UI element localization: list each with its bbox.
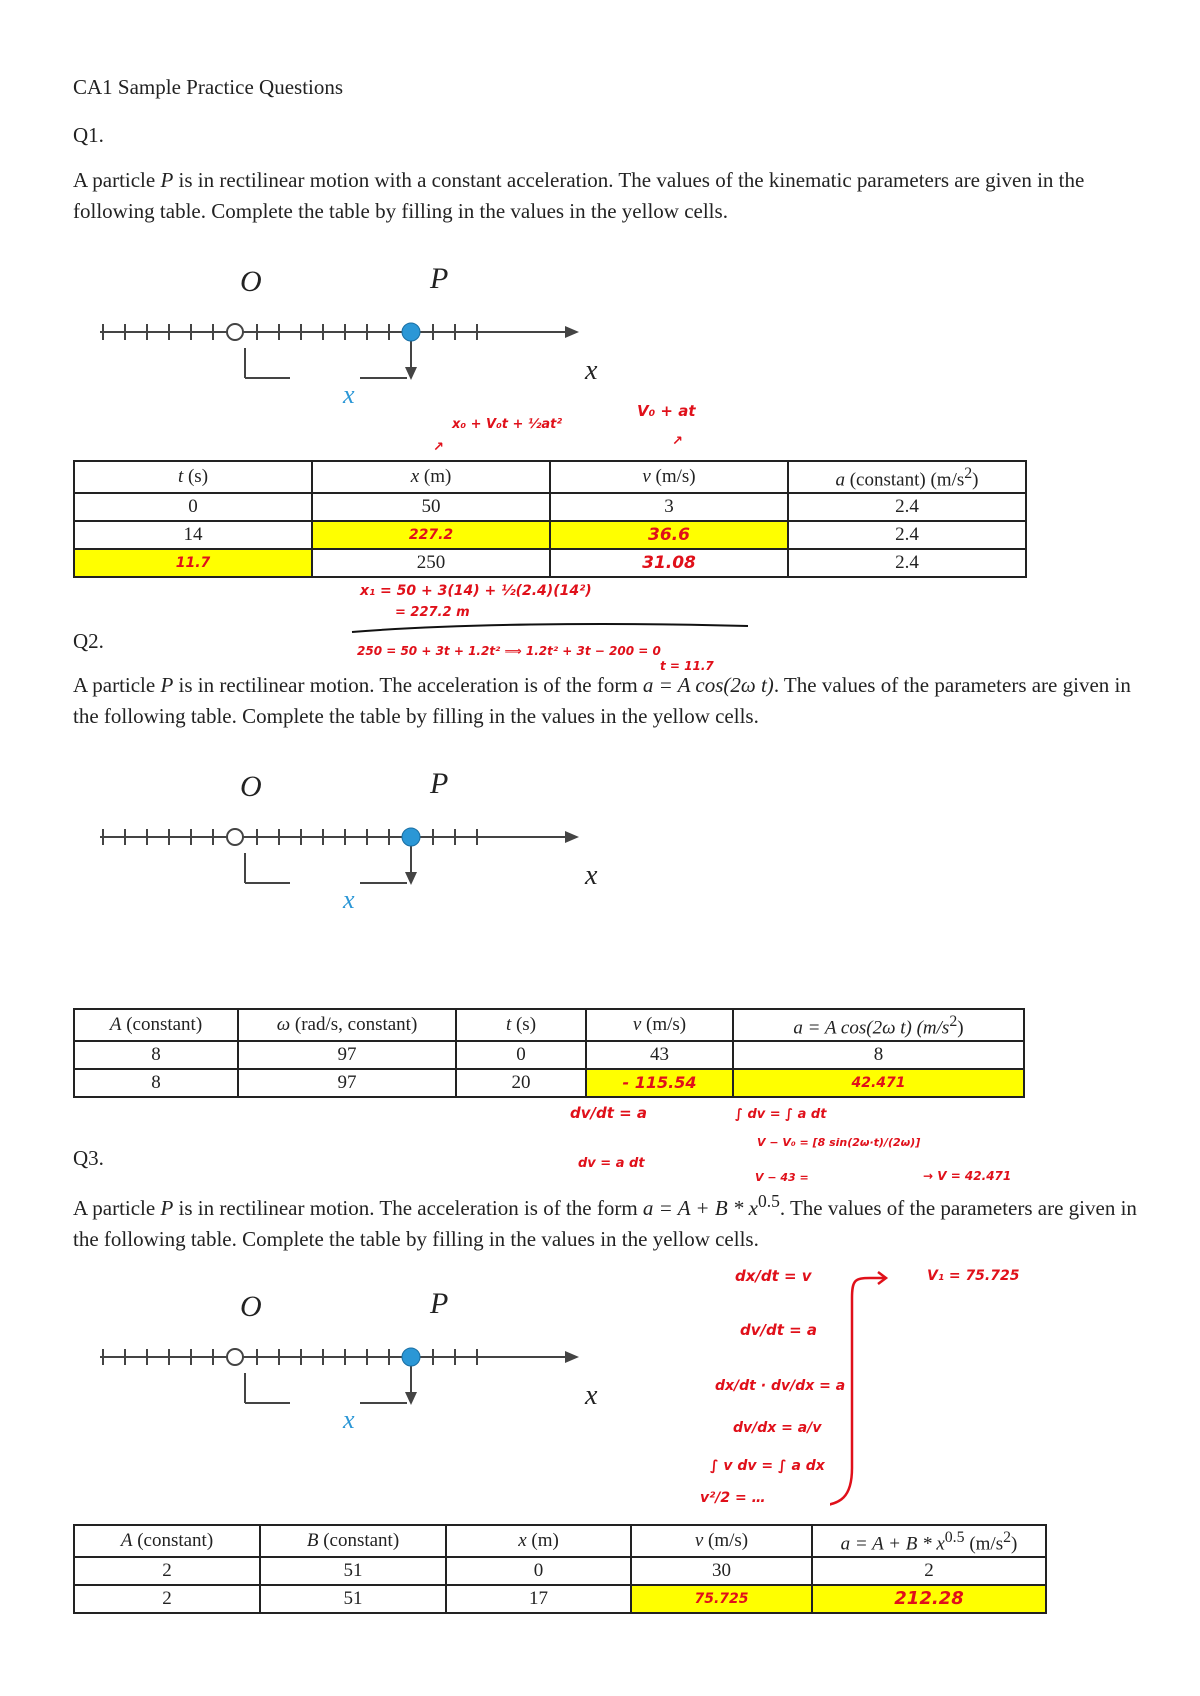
q3-heading: Q3. (73, 1146, 104, 1170)
answer-cell-x[interactable]: 227.2 (312, 521, 550, 549)
header-a: a = A cos(2ω t) $(m/s^2)$ (733, 1009, 1024, 1041)
header-x: x (m) (312, 461, 550, 493)
table-header-row (74, 1525, 1046, 1557)
particle-dot-icon (402, 323, 420, 341)
distance-label: x (343, 1405, 355, 1434)
answer-cell-a[interactable]: 212.28 (812, 1585, 1046, 1613)
axis-label: x (585, 860, 598, 891)
header-a: $a = A + B * x^{0.5}$ $(m/s^2)$ (812, 1525, 1046, 1557)
distance-label: x (343, 380, 355, 409)
answer-cell-v[interactable]: 36.6 (550, 521, 788, 549)
particle-dot-icon (402, 1348, 420, 1366)
table-header-row (74, 1009, 1024, 1041)
answer-cell-a[interactable]: 42.471 (733, 1069, 1024, 1097)
cell-t: 0 (456, 1041, 586, 1069)
cell-t: 20 (456, 1069, 586, 1097)
cell-a: 2 (812, 1557, 1046, 1585)
cell-x: 17 (446, 1585, 631, 1613)
cell-a: 2.4 (788, 549, 1026, 577)
particle-label: P (430, 767, 449, 800)
table-row (74, 1557, 1046, 1585)
q3-note-6: v²/2 = … (700, 1490, 766, 1506)
q1-work-line1: x₁ = 50 + 3(14) + ½(2.4)(14²) (360, 583, 592, 599)
q2-note-5: V − 43 = (755, 1171, 809, 1184)
q3-note-vf: V₁ = 75.725 (927, 1268, 1020, 1284)
q2-note-2: dv = a dt (578, 1156, 645, 1171)
q3-intro: A particle P is in rectilinear motion. The acceleration is of the form $a = A + B * x^{0.5}$. The values of the parameters are given in the following table. Complete the table by filling in the values in the yellow cells. (73, 1191, 1137, 1251)
cell-x: 0 (446, 1557, 631, 1585)
cell-B: 51 (260, 1585, 446, 1613)
arrow-right-icon (565, 1351, 579, 1363)
cell-a: 8 (733, 1041, 1024, 1069)
axis-label: x (585, 1380, 598, 1411)
cell-t: 0 (74, 493, 312, 521)
cell-v: 3 (550, 493, 788, 521)
cell-t: 14 (74, 521, 312, 549)
q3-note-1: dx/dt = v (735, 1267, 812, 1285)
q3-note-5: ∫ v dv = ∫ a dx (710, 1458, 825, 1474)
q1-work-line3: 250 = 50 + 3t + 1.2t² ⟹ 1.2t² + 3t − 200 = 0 (357, 644, 661, 658)
origin-circle-icon (227, 324, 243, 340)
axis-label: x (585, 355, 598, 386)
cell-A: 8 (74, 1041, 238, 1069)
table-row (74, 1041, 1024, 1069)
table-row (74, 521, 1026, 549)
cell-v: 30 (631, 1557, 812, 1585)
origin-circle-icon (227, 829, 243, 845)
q3-note-3: dx/dt · dv/dx = a (715, 1378, 846, 1394)
cell-omega: 97 (238, 1069, 456, 1097)
arrow-right-icon (565, 326, 579, 338)
origin-label: O (240, 265, 262, 298)
cell-a: 2.4 (788, 521, 1026, 549)
q2-note-6: → V = 42.471 (923, 1169, 1012, 1183)
header-x: x (m) (446, 1525, 631, 1557)
cell-v: 43 (586, 1041, 733, 1069)
cell-B: 51 (260, 1557, 446, 1585)
q2-note-3: ∫ dv = ∫ a dt (735, 1107, 827, 1122)
q1-note-arrow-v: ↗ (672, 434, 683, 449)
q1-note-x-equation: x₀ + V₀t + ½at² (452, 417, 563, 432)
cell-x: 50 (312, 493, 550, 521)
header-v: v (m/s) (631, 1525, 812, 1557)
header-t: t (s) (74, 461, 312, 493)
table-row (74, 549, 1026, 577)
q3-note-4: dv/dx = a/v (733, 1420, 822, 1436)
answer-cell-v[interactable]: - 115.54 (586, 1069, 733, 1097)
table-header-row (74, 461, 1026, 493)
header-A: A (constant) (74, 1525, 260, 1557)
table-row (74, 1069, 1024, 1097)
q1-note-arrow-x: ↗ (433, 440, 444, 455)
header-B: B (constant) (260, 1525, 446, 1557)
q1-table (73, 460, 1027, 578)
q1-heading: Q1. (73, 123, 104, 147)
q2-note-1: dv/dt = a (570, 1104, 648, 1122)
q1-work-divider (350, 620, 750, 640)
cell-x: 250 (312, 549, 550, 577)
header-v: v (m/s) (586, 1009, 733, 1041)
table-row (74, 493, 1026, 521)
table-row (74, 1585, 1046, 1613)
q3-table (73, 1524, 1047, 1614)
q2-table (73, 1008, 1025, 1098)
q1-intro: A particle P is in rectilinear motion with a constant acceleration. The values of the kinematic parameters are given in the following table. Complete the table by filling in the values in the yellow cells. (73, 168, 1085, 223)
answer-cell-v[interactable]: 31.08 (550, 549, 788, 577)
distance-label: x (343, 885, 355, 914)
number-line-diagram (95, 760, 635, 910)
arrow-right-icon (565, 831, 579, 843)
header-a: a (constant) $(m/s^2)$ (788, 461, 1026, 493)
particle-label: P (430, 1287, 449, 1320)
q3-note-2: dv/dt = a (740, 1321, 818, 1339)
q1-work-line4: t = 11.7 (660, 659, 714, 673)
header-omega: ω (rad/s, constant) (238, 1009, 456, 1041)
particle-dot-icon (402, 828, 420, 846)
number-line-diagram (95, 255, 635, 405)
origin-label: O (240, 1290, 262, 1323)
header-t: t (s) (456, 1009, 586, 1041)
cell-a: 2.4 (788, 493, 1026, 521)
cell-A: 2 (74, 1585, 260, 1613)
q3-bracket-arrow-icon (830, 1268, 930, 1508)
q2-heading: Q2. (73, 629, 104, 653)
q2-note-4: V − V₀ = [8 sin(2ω·t)/(2ω)] (757, 1136, 921, 1149)
page-title: CA1 Sample Practice Questions (73, 75, 344, 99)
cell-omega: 97 (238, 1041, 456, 1069)
cell-A: 2 (74, 1557, 260, 1585)
cell-A: 8 (74, 1069, 238, 1097)
q1-note-v-equation: V₀ + at (637, 402, 696, 420)
header-A: A (constant) (74, 1009, 238, 1041)
q2-intro: A particle P is in rectilinear motion. The acceleration is of the form a = A cos(2ω t). The values of the parameters are given in the following table. Complete the table by filling in the values in the yellow cells. (73, 673, 1131, 728)
q1-work-line2: = 227.2 m (395, 605, 470, 620)
particle-label: P (430, 262, 449, 295)
origin-circle-icon (227, 1349, 243, 1365)
origin-label: O (240, 770, 262, 803)
answer-cell-t[interactable]: 11.7 (74, 549, 312, 577)
number-line-diagram (95, 1280, 635, 1430)
header-v: v (m/s) (550, 461, 788, 493)
answer-cell-v[interactable]: 75.725 (631, 1585, 812, 1613)
